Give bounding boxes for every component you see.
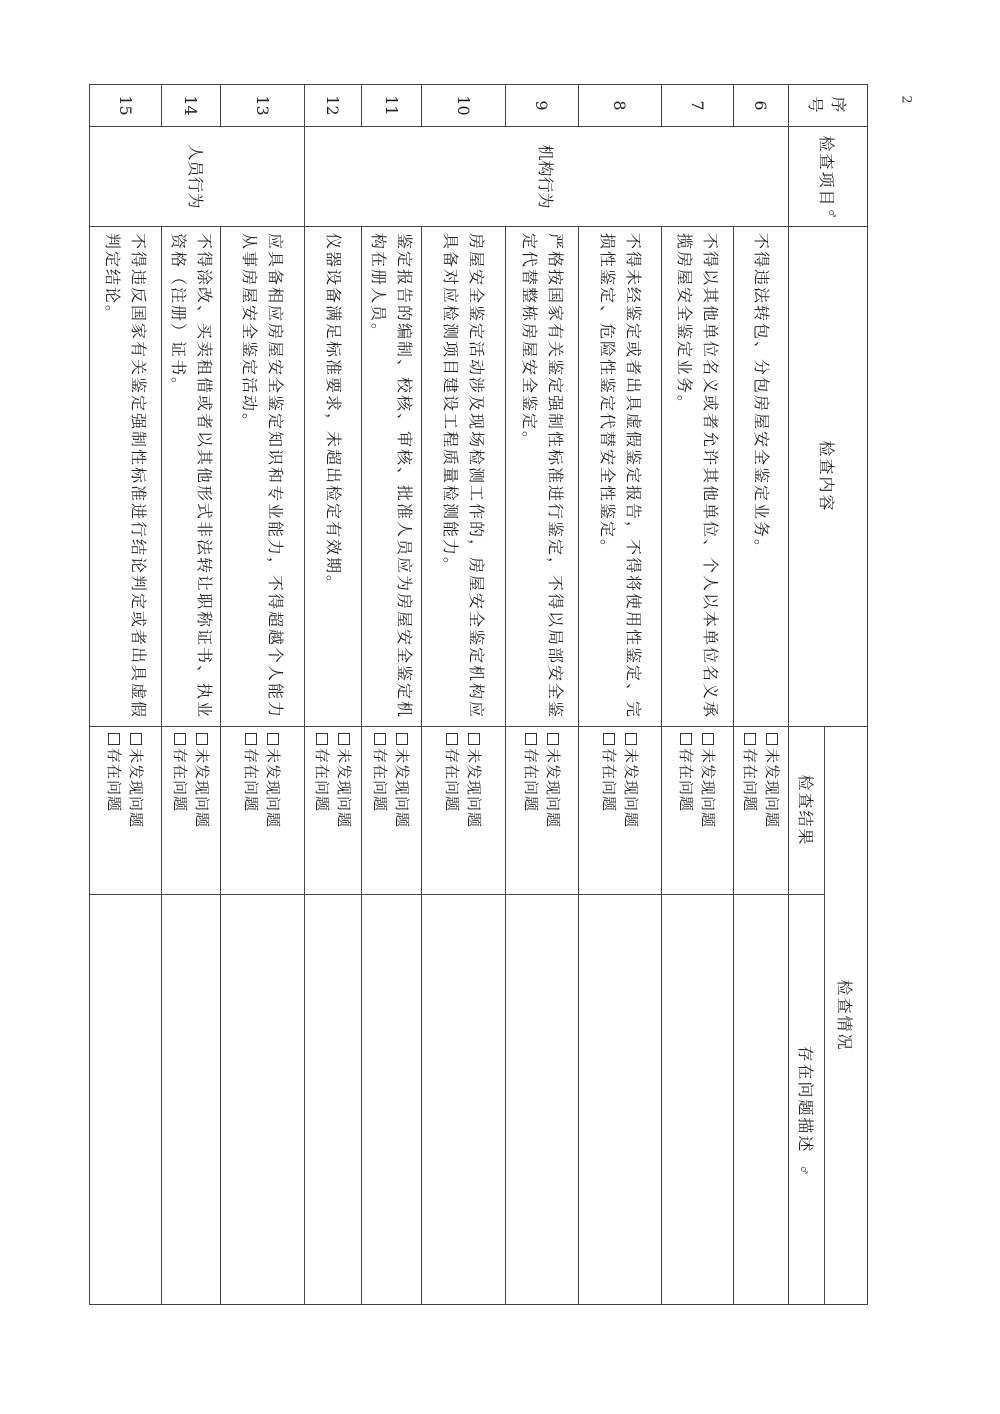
option-no-problem[interactable] <box>392 733 414 888</box>
checkbox-icon <box>681 733 693 745</box>
option-has-problem[interactable] <box>676 733 698 888</box>
option-label: 未发现问题 <box>193 748 211 829</box>
option-no-problem[interactable] <box>620 733 642 888</box>
option-label: 未发现问题 <box>127 748 146 829</box>
checkbox-icon <box>525 733 537 745</box>
checkbox-icon <box>316 733 328 745</box>
table-row <box>579 85 662 1305</box>
category-org <box>305 127 789 227</box>
option-label: 存在问题 <box>741 748 759 813</box>
description-cell[interactable] <box>221 895 305 1305</box>
row-content: 仪器设备满足标准要求，未超出检定有效期。 <box>305 227 362 727</box>
row-content: 严格按国家有关鉴定强制性标准进行鉴定，不得以局部安全鉴定代替整栋房屋安全鉴定。 <box>506 227 579 727</box>
result-options <box>305 727 362 895</box>
option-no-problem[interactable] <box>542 733 564 888</box>
header-description: 存在问题描述 <box>789 895 825 1305</box>
table-row <box>362 85 422 1305</box>
header-situation: 检查情况 <box>825 727 868 1305</box>
option-label: 未发现问题 <box>622 748 640 829</box>
row-number: 7 <box>662 85 734 127</box>
description-cell[interactable] <box>579 895 662 1305</box>
checkbox-icon <box>246 733 258 745</box>
option-label: 存在问题 <box>105 748 124 813</box>
stray-mark: ♂ <box>826 209 837 220</box>
option-label: 未发现问题 <box>465 748 484 829</box>
option-label: 未发现问题 <box>544 748 562 829</box>
option-has-problem[interactable] <box>370 733 392 888</box>
rotated-table <box>90 84 868 1304</box>
row-number: 15 <box>90 85 162 127</box>
inspection-table <box>89 84 868 1305</box>
option-label: 存在问题 <box>171 748 189 813</box>
row-number: 13 <box>221 85 305 127</box>
row-content: 不得违反国家有关鉴定强制性标准进行结论判定或者出具虚假判定结论。 <box>90 227 162 727</box>
table-row <box>221 85 305 1305</box>
option-has-problem[interactable] <box>169 733 191 888</box>
result-options <box>734 727 789 895</box>
stray-mark: ♂ <box>798 1166 808 1175</box>
result-options <box>662 727 734 895</box>
description-cell[interactable] <box>90 895 162 1305</box>
option-label: 未发现问题 <box>699 748 718 829</box>
header-result: 检查结果 <box>789 727 825 895</box>
table-row <box>422 85 506 1305</box>
row-content: 房屋安全鉴定活动涉及现场检测工作的，房屋安全鉴定机构应具备对应检测项目建设工程质量检测能力。 <box>422 227 506 727</box>
description-cell[interactable] <box>734 895 789 1305</box>
option-no-problem[interactable] <box>333 733 355 888</box>
checkbox-icon <box>131 733 143 745</box>
option-label: 未发现问题 <box>335 748 353 829</box>
option-label: 未发现问题 <box>763 748 781 829</box>
checkbox-icon <box>703 733 715 745</box>
description-cell[interactable] <box>662 895 734 1305</box>
checkbox-icon <box>338 733 350 745</box>
checkbox-icon <box>766 733 778 745</box>
option-no-problem[interactable] <box>464 733 486 888</box>
option-label: 存在问题 <box>371 748 390 813</box>
row-number: 9 <box>506 85 579 127</box>
header-category <box>789 127 868 227</box>
option-no-problem[interactable] <box>263 733 285 888</box>
result-options <box>90 727 162 895</box>
table-row <box>506 85 579 1305</box>
checkbox-icon <box>174 733 186 745</box>
description-cell[interactable] <box>362 895 422 1305</box>
result-options <box>362 727 422 895</box>
row-number: 12 <box>305 85 362 127</box>
option-label: 存在问题 <box>522 748 540 813</box>
checkbox-icon <box>375 733 387 745</box>
checkbox-icon <box>397 733 409 745</box>
description-cell[interactable] <box>506 895 579 1305</box>
option-has-problem[interactable] <box>598 733 620 888</box>
checkbox-icon <box>196 733 208 745</box>
table-row <box>305 85 362 1305</box>
option-no-problem[interactable] <box>761 733 783 888</box>
rotated-table-wrapper <box>90 84 868 1304</box>
checkbox-icon <box>268 733 280 745</box>
row-content: 不得以其他单位名义或者允许其他单位、个人以本单位名义承揽房屋安全鉴定业务。 <box>662 227 734 727</box>
option-label: 未发现问题 <box>264 748 283 829</box>
checkbox-icon <box>469 733 481 745</box>
result-options <box>162 727 221 895</box>
row-content: 鉴定报告的编制、校核、审核、批准人员应为房屋安全鉴定机构在册人员。 <box>362 227 422 727</box>
option-no-problem[interactable] <box>191 733 213 888</box>
row-number: 14 <box>162 85 221 127</box>
row-number: 10 <box>422 85 506 127</box>
header-category-label: 检查项目 <box>817 135 837 208</box>
option-label: 未发现问题 <box>393 748 412 829</box>
description-cell[interactable] <box>305 895 362 1305</box>
option-label: 存在问题 <box>443 748 462 813</box>
header-seq: 序号 <box>789 85 868 127</box>
row-content: 不得未经鉴定或者出具虚假鉴定报告，不得将使用性鉴定、完损性鉴定、危险性鉴定代替安全性鉴定。 <box>579 227 662 727</box>
header-content: 检查内容 <box>789 227 868 727</box>
category-person <box>90 127 305 227</box>
table-row <box>662 85 734 1305</box>
result-options <box>506 727 579 895</box>
checkbox-icon <box>109 733 121 745</box>
checkbox-icon <box>547 733 559 745</box>
result-options <box>221 727 305 895</box>
option-has-problem[interactable] <box>739 733 761 888</box>
checkbox-icon <box>603 733 615 745</box>
option-label: 存在问题 <box>677 748 696 813</box>
description-cell[interactable] <box>422 895 506 1305</box>
table-row <box>90 85 162 1305</box>
row-number: 11 <box>362 85 422 127</box>
category-org-label: 机构行为 <box>536 144 555 209</box>
option-label: 存在问题 <box>242 748 261 813</box>
checkbox-icon <box>447 733 459 745</box>
checkbox-icon <box>625 733 637 745</box>
page-number: 2 <box>898 95 914 104</box>
option-no-problem[interactable] <box>698 733 720 888</box>
row-number: 8 <box>579 85 662 127</box>
result-options <box>422 727 506 895</box>
row-content: 不得违法转包、分包房屋安全鉴定业务。 <box>734 227 789 727</box>
option-no-problem[interactable] <box>126 733 148 888</box>
checkbox-icon <box>744 733 756 745</box>
option-has-problem[interactable] <box>241 733 263 888</box>
option-label: 存在问题 <box>313 748 331 813</box>
result-options <box>579 727 662 895</box>
option-has-problem[interactable] <box>311 733 333 888</box>
option-has-problem[interactable] <box>442 733 464 888</box>
description-cell[interactable] <box>162 895 221 1305</box>
table-row <box>162 85 221 1305</box>
option-has-problem[interactable] <box>104 733 126 888</box>
row-content: 不得涂改、买卖租借或者以其他形式非法转让职称证书、执业资格（注册）证书。 <box>162 227 221 727</box>
option-label: 存在问题 <box>600 748 618 813</box>
row-content: 应具备相应房屋安全鉴定知识和专业能力，不得超越个人能力从事房屋安全鉴定活动。 <box>221 227 305 727</box>
row-number: 6 <box>734 85 789 127</box>
table-row <box>734 85 789 1305</box>
category-person-label: 人员行为 <box>186 144 206 209</box>
option-has-problem[interactable] <box>520 733 542 888</box>
